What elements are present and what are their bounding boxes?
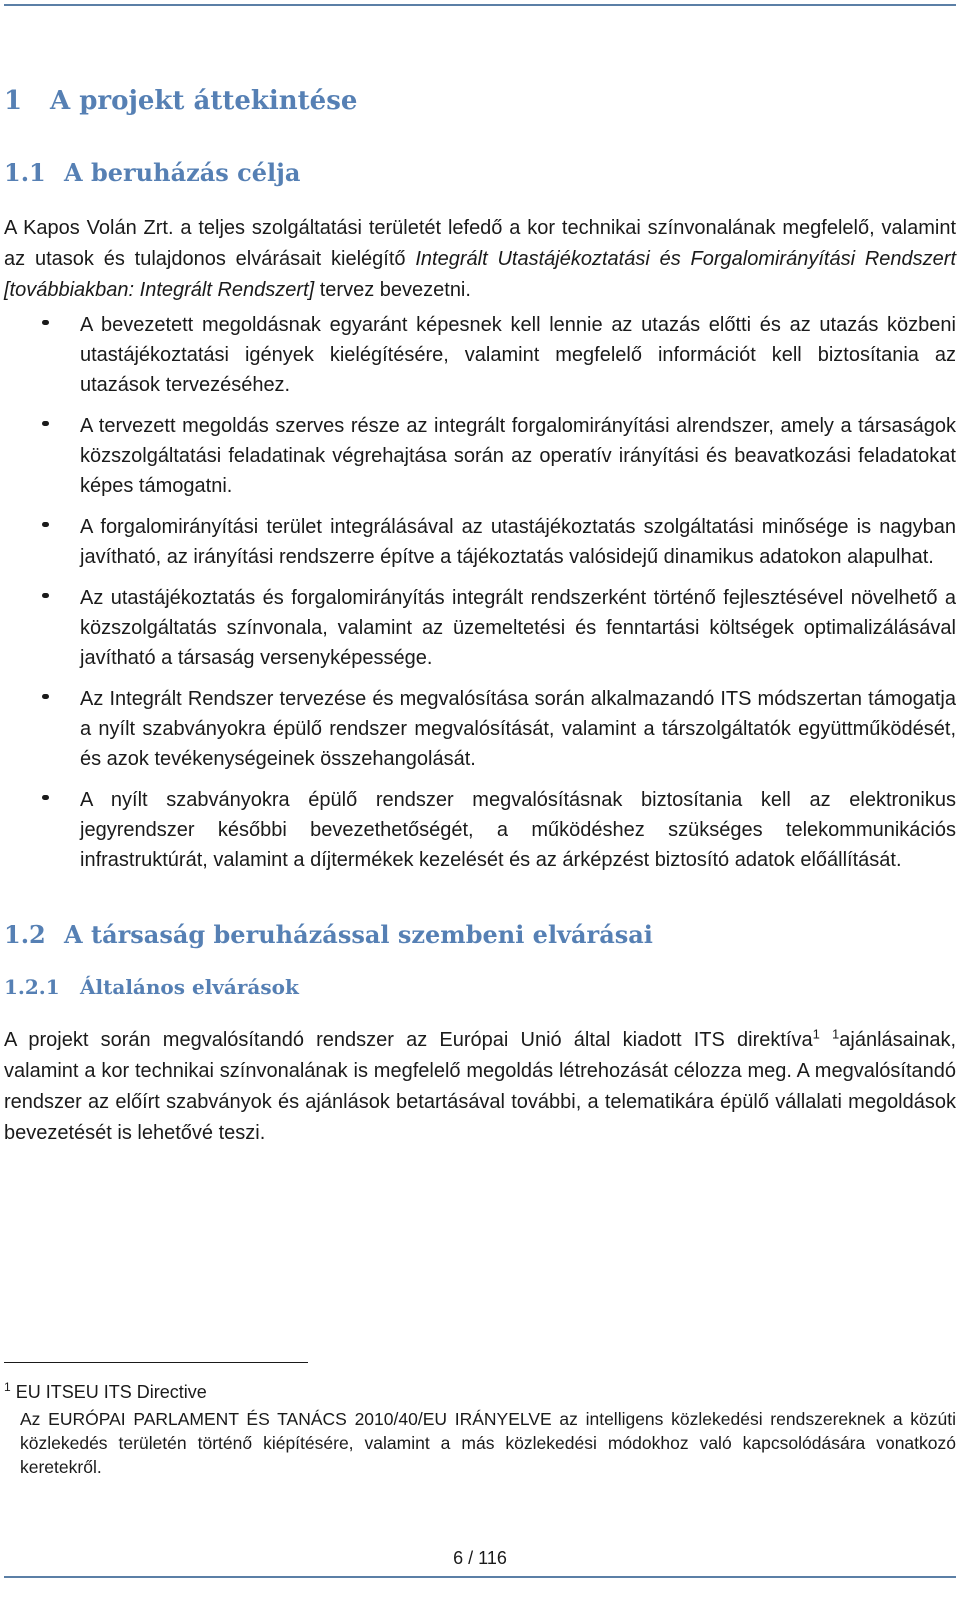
section-heading-1-2-1 — [4, 975, 956, 999]
section-heading-1 — [4, 86, 956, 116]
bullet-icon — [42, 593, 49, 598]
header-rule — [4, 4, 956, 6]
footnote-marker: 1 — [4, 1380, 11, 1394]
list-item-text: Az Integrált Rendszer tervezése és megvalósítása során alkalmazandó ITS módszertan támogatja a nyílt szabványokra épülő rendszer megvalósítását, valamint a társzolgáltatók együttműködését, és azok tevékenységeinek összehangolását. — [80, 688, 956, 770]
bullet-icon — [42, 694, 49, 699]
footnote-reference[interactable]: 1 — [812, 1026, 820, 1042]
bullet-icon — [42, 522, 49, 527]
bullet-list — [4, 310, 956, 875]
footnote-title-line — [4, 1374, 956, 1405]
list-item-text: A forgalomirányítási terület integrálásával az utastájékoztatás szolgáltatási minősége is nagyban javítható, az irányítási rendszerre építve a tájékoztatás valósidejű dinamikus adatokon alapulhat. — [80, 516, 956, 568]
list-item-text: A tervezett megoldás szerves része az integrált forgalomirányítási alrendszer, amely a társaságok közszolgáltatási feladatinak végrehajtása során az operatív irányítási és beavatkozási feladatokat képes támogatni. — [80, 415, 956, 497]
page-content — [4, 86, 956, 1149]
footnote — [4, 1374, 956, 1479]
section-heading-1-1 — [4, 158, 956, 187]
heading-title: A társaság beruházással szembeni elvárásai — [64, 920, 653, 949]
list-item-text: Az utastájékoztatás és forgalomirányítás integrált rendszerként történő fejlesztésével növelhető a közszolgáltatás színvonala, valamint az üzemeltetési és fenntartási költségek optimalizálásával javítható a társaság versenyképessége. — [80, 587, 956, 669]
intro-text: A Kapos Volán Zrt. a teljes szolgáltatási területét lefedő a kor technikai színvonalának megfelelő, valamint az utasok és tulajdonos elvárásait kielégítő — [4, 217, 956, 270]
page-number: 6 / 116 — [453, 1548, 507, 1568]
bullet-icon — [42, 421, 49, 426]
general-text: A projekt során megvalósítandó rendszer az Európai Unió által kiadott ITS direktíva — [4, 1029, 813, 1051]
intro-italic-text: Integrált Utastájékoztatási és Forgalomirányítási Rendszert [továbbiakban: Integrált Rendszert] — [4, 248, 956, 301]
heading-title: A beruházás célja — [64, 158, 301, 187]
spacer — [4, 886, 956, 920]
heading-number: 1 — [4, 86, 23, 116]
general-text-end: ajánlásainak, valamint a kor technikai színvonalának is megfelelő megoldás létrehozását célozza meg. A megvalósítandó rendszer az előírt szabványok és ajánlások betartásával további, a telematikára épülő vállalati megoldások bevezetését is lehetővé teszi. — [4, 1029, 957, 1144]
footnote-title: EU ITSEU ITS Directive — [15, 1382, 207, 1402]
intro-paragraph — [4, 213, 956, 306]
footer-rule — [4, 1576, 956, 1578]
general-paragraph — [4, 1025, 956, 1149]
bullet-icon — [42, 320, 49, 325]
heading-number: 1.2.1 — [4, 975, 60, 999]
footnote-text: Az EURÓPAI PARLAMENT ÉS TANÁCS 2010/40/EU IRÁNYELVE az intelligens közlekedési rendszereknek a közúti közlekedés területén történő kiépítésére, valamint a más közlekedési módokhoz való kapcsolódására vonatkozó keretekről. — [20, 1409, 956, 1477]
list-item-text: A bevezetett megoldásnak egyaránt képesnek kell lennie az utazás előtti és az utazás közbeni utastájékoztatási igények kielégítésére, valamint megfelelő információt kell biztosítania az utazások tervezéséhez. — [80, 314, 956, 396]
heading-number: 1.2 — [4, 920, 46, 949]
list-item — [4, 684, 956, 774]
intro-text-end: tervez bevezetni. — [314, 279, 471, 301]
list-item — [4, 583, 956, 673]
list-item-text: A nyílt szabványokra épülő rendszer megvalósításnak biztosítania kell az elektronikus jegyrendszer későbbi bevezethetőségét, a működéshez szükséges telekommunikációs infrastruktúrát, valamint a díjtermékek kezelését és az árképzést biztosító adatok előállítását. — [80, 789, 956, 871]
heading-title: A projekt áttekintése — [50, 86, 358, 116]
list-item — [4, 785, 956, 875]
list-item — [4, 411, 956, 501]
bullet-icon — [42, 795, 49, 800]
heading-title: Általános elvárások — [80, 975, 299, 999]
list-item — [4, 310, 956, 400]
heading-number: 1.1 — [4, 158, 46, 187]
footnote-separator — [4, 1362, 308, 1363]
list-item — [4, 512, 956, 572]
footnote-reference[interactable]: 1 — [832, 1026, 840, 1042]
section-heading-1-2 — [4, 920, 956, 949]
